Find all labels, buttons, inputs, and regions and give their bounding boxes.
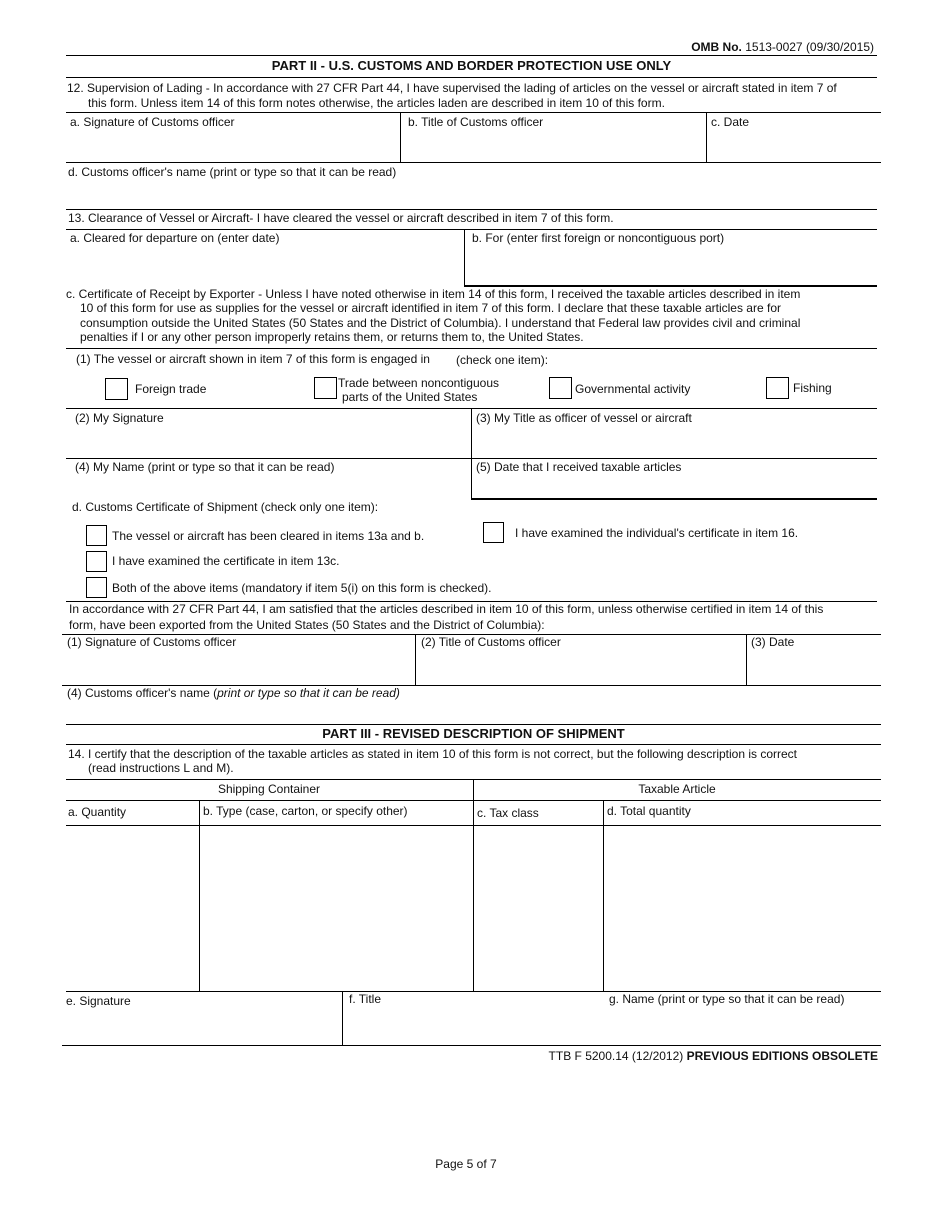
accordance-line1: In accordance with 27 CFR Part 44, I am satisfied that the articles described in item 10 of this form, unless otherwise certified in item 14 of this [69,602,824,616]
governmental-activity-checkbox[interactable] [549,377,572,399]
col-quantity-header: a. Quantity [68,805,127,819]
cleared-13ab-checkbox[interactable] [86,525,107,546]
final-name-label [67,686,400,700]
examined-individual-certificate-checkbox[interactable] [483,522,504,543]
item13c3-label: (3) My Title as officer of vessel or aircraft [476,411,692,425]
final-title-field[interactable] [421,656,745,682]
final-name-label-italic: print or type so that it can be read) [217,686,400,700]
item13c2-signature-field[interactable] [74,430,468,456]
item12a-signature-field[interactable] [70,136,399,160]
omb-number [691,40,874,54]
title-f-field[interactable] [349,1014,603,1040]
item13c5-date-field[interactable] [477,476,877,498]
final-signature-field[interactable] [67,656,413,682]
accordance-line2: form, have been exported from the United States (50 States and the District of Columbia): [69,618,545,632]
examined-13c-label: I have examined the certificate in item 13c. [112,554,340,568]
item13c5-label: (5) Date that I received taxable articles [476,460,682,474]
final-title-label: (2) Title of Customs officer [421,635,561,649]
part2-title: PART II - U.S. CUSTOMS AND BORDER PROTECTION USE ONLY [271,58,672,73]
final-date-field[interactable] [751,656,881,682]
item13c3-title-field[interactable] [477,430,877,456]
form-id: TTB F 5200.14 (12/2012) [548,1049,684,1063]
item13d-title: d. Customs Certificate of Shipment (check only one item): [72,500,379,514]
noncontiguous-trade-checkbox[interactable] [314,377,337,399]
item13c-line4: penalties if I or any other person improperly retains them, or returns them to, the United States. [80,330,584,344]
part3-title: PART III - REVISED DESCRIPTION OF SHIPMENT [322,726,625,741]
item13c4-label: (4) My Name (print or type so that it can be read) [75,460,335,474]
foreign-trade-label: Foreign trade [135,382,207,396]
quantity-entry[interactable] [68,829,198,989]
item13c2-label: (2) My Signature [75,411,164,425]
omb-label: OMB No. [691,40,742,54]
item12b-label: b. Title of Customs officer [408,115,544,129]
item13c1-label: (1) The vessel or aircraft shown in item 7 of this form is engaged in [76,352,430,366]
item13b-port-field[interactable] [470,256,878,282]
cleared-13ab-label: The vessel or aircraft has been cleared in items 13a and b. [112,529,425,543]
col-tax-class-header: c. Tax class [477,806,539,820]
tax-class-entry[interactable] [477,829,603,989]
col-total-quantity-header: d. Total quantity [607,804,691,818]
examined-individual-certificate-label: I have examined the individual's certificate in item 16. [515,526,799,540]
noncontiguous-trade-label-2: parts of the United States [342,390,478,404]
page-number: Page 5 of 7 [435,1157,497,1171]
fishing-checkbox[interactable] [766,377,789,399]
item13c-line1: c. Certificate of Receipt by Exporter - Unless I have noted otherwise in item 14 of this form, I received the taxable articles described in item [66,287,801,301]
item13b-label: b. For (enter first foreign or noncontiguous port) [472,231,725,245]
signature-e-label: e. Signature [66,994,131,1008]
name-g-field[interactable] [609,1014,881,1040]
foreign-trade-checkbox[interactable] [105,378,128,400]
item13c4-name-field[interactable] [74,476,468,498]
item12c-label: c. Date [711,115,750,129]
item13a-label: a. Cleared for departure on (enter date) [70,231,280,245]
item13-text: 13. Clearance of Vessel or Aircraft- I have cleared the vessel or aircraft described in item 7 of this form. [68,211,614,225]
item12d-label: d. Customs officer's name (print or type so that it can be read) [68,165,397,179]
item13c-line3: consumption outside the United States (50 States and the District of Columbia). I understand that Federal law provides civil and criminal [80,316,801,330]
shipping-container-header: Shipping Container [217,782,321,796]
both-items-label: Both of the above items (mandatory if item 5(i) on this form is checked). [112,581,492,595]
governmental-activity-label: Governmental activity [575,382,691,396]
item12-text-line1: 12. Supervision of Lading - In accordance with 27 CFR Part 44, I have supervised the lading of articles on the vessel or aircraft stated in item 7 of [67,81,837,95]
type-entry[interactable] [203,829,472,989]
noncontiguous-trade-label-1: Trade between noncontiguous [338,376,500,390]
taxable-article-header: Taxable Article [638,782,716,796]
item13c1-check-note: (check one item): [456,353,549,367]
item13c-line2: 10 of this form for use as supplies for the vessel or aircraft identified in item 7 of this form. I declare that these taxable articles are for [80,301,781,315]
signature-e-field[interactable] [66,1014,340,1040]
name-g-label: g. Name (print or type so that it can be read) [609,992,845,1006]
final-signature-label: (1) Signature of Customs officer [67,635,237,649]
both-items-checkbox[interactable] [86,577,107,598]
omb-value: 1513-0027 (09/30/2015) [745,40,874,54]
item12c-date-field[interactable] [711,136,880,160]
col-type-header: b. Type (case, carton, or specify other) [203,804,408,818]
obsolete-note: PREVIOUS EDITIONS OBSOLETE [686,1049,878,1063]
fishing-label: Fishing [793,381,832,395]
item12a-label: a. Signature of Customs officer [70,115,235,129]
examined-13c-checkbox[interactable] [86,551,107,572]
item12-text-line2: this form. Unless item 14 of this form notes otherwise, the articles laden are described in item 10 of this form. [88,96,665,110]
item14-line1: 14. I certify that the description of the taxable articles as stated in item 10 of this form is not correct, but the following description is correct [68,747,798,761]
item13a-date-field[interactable] [70,256,462,282]
final-name-field[interactable] [67,702,879,724]
item12b-title-field[interactable] [406,136,705,160]
title-f-label: f. Title [349,992,382,1006]
final-name-label-start: (4) Customs officer's name ( [67,686,218,700]
form-footer [549,1049,878,1063]
final-date-label: (3) Date [751,635,795,649]
item12d-name-field[interactable] [70,184,879,208]
total-quantity-entry[interactable] [607,829,881,989]
item14-line2: (read instructions L and M). [88,761,234,775]
